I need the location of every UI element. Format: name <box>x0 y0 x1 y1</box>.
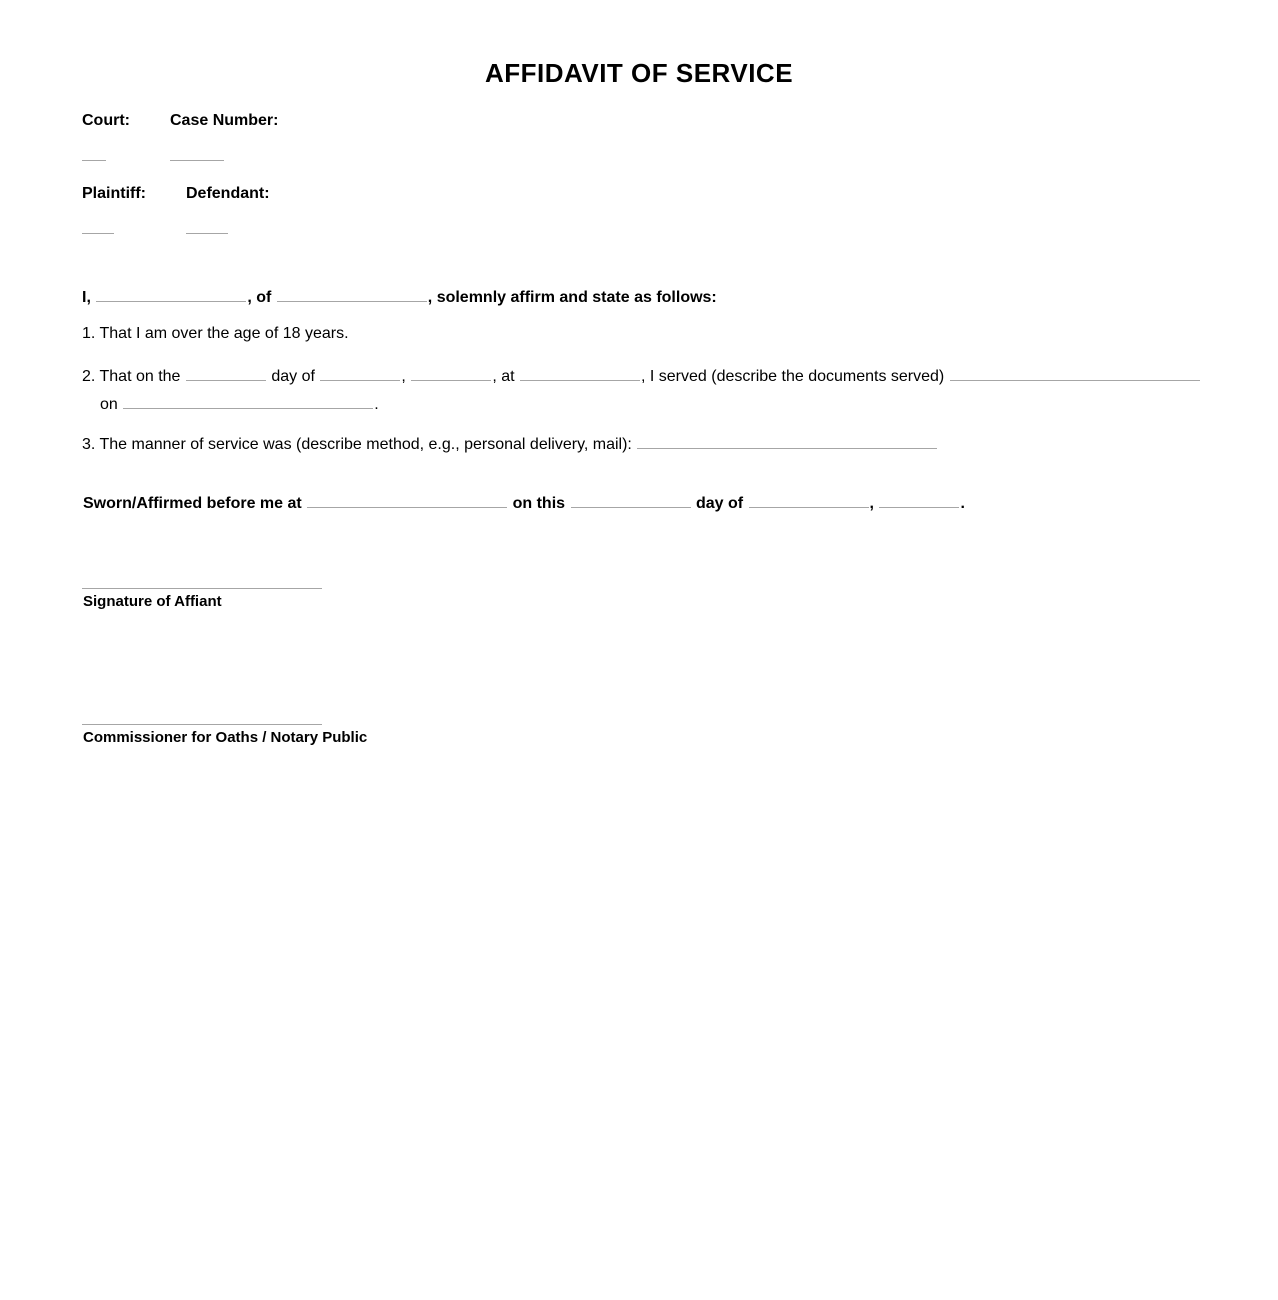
statement-item-3 <box>82 434 938 454</box>
affiant-name-input[interactable] <box>96 287 246 302</box>
served-recipient-input[interactable] <box>123 394 373 409</box>
item-text: That on the <box>99 368 181 385</box>
plaintiff-field <box>82 185 146 203</box>
case-number-input[interactable] <box>170 160 224 161</box>
affiant-address-input[interactable] <box>277 287 427 302</box>
item-text: , <box>401 368 406 385</box>
intro-suffix: , solemnly affirm and state as follows: <box>427 289 717 306</box>
item-text: day of <box>271 368 315 385</box>
service-month-input[interactable] <box>320 366 400 381</box>
item-number: 2. <box>82 368 96 385</box>
commissioner-signature-line[interactable] <box>82 724 322 725</box>
statement-item-2-continued <box>100 394 379 414</box>
affiant-signature-line[interactable] <box>82 588 322 589</box>
case-number-label: Case Number: <box>170 112 279 129</box>
service-method-input[interactable] <box>637 434 937 449</box>
service-day-input[interactable] <box>186 366 266 381</box>
service-place-input[interactable] <box>520 366 640 381</box>
commissioner-signature-label: Commissioner for Oaths / Notary Public <box>83 729 368 746</box>
plaintiff-input[interactable] <box>82 233 114 234</box>
sworn-text: . <box>960 495 965 512</box>
court-input[interactable] <box>82 160 106 161</box>
plaintiff-label: Plaintiff: <box>82 185 146 202</box>
item-text: on <box>100 396 118 413</box>
sworn-day-input[interactable] <box>571 493 691 508</box>
case-number-field <box>170 112 278 130</box>
sworn-statement <box>83 493 965 513</box>
intro-of: , of <box>247 289 272 306</box>
affirmation-intro <box>82 287 717 307</box>
item-text: . <box>374 396 379 413</box>
sworn-text: , <box>869 495 874 512</box>
item-text: , at <box>492 368 515 385</box>
court-label: Court: <box>82 112 130 129</box>
item-text: , I served (describe the documents served) <box>641 368 945 385</box>
sworn-year-input[interactable] <box>879 493 959 508</box>
service-year-input[interactable] <box>411 366 491 381</box>
item-text: That I am over the age of 18 years. <box>99 325 349 342</box>
sworn-text: day of <box>695 495 744 512</box>
item-number: 1. <box>82 325 96 342</box>
item-number: 3. <box>82 436 96 453</box>
defendant-input[interactable] <box>186 233 228 234</box>
statement-item-2 <box>82 366 1201 386</box>
item-text: The manner of service was (describe method, e.g., personal delivery, mail): <box>99 436 632 453</box>
defendant-label: Defendant: <box>186 185 270 202</box>
sworn-text: Sworn/Affirmed before me at <box>83 495 302 512</box>
defendant-field <box>186 185 270 203</box>
court-field <box>82 112 130 130</box>
sworn-text: on this <box>512 495 566 512</box>
sworn-month-input[interactable] <box>749 493 869 508</box>
intro-prefix: I, <box>82 289 91 306</box>
document-title: AFFIDAVIT OF SERVICE <box>484 58 794 88</box>
statement-item-1 <box>82 325 349 343</box>
affiant-signature-label: Signature of Affiant <box>83 593 222 610</box>
sworn-place-input[interactable] <box>307 493 507 508</box>
documents-served-input[interactable] <box>950 366 1200 381</box>
